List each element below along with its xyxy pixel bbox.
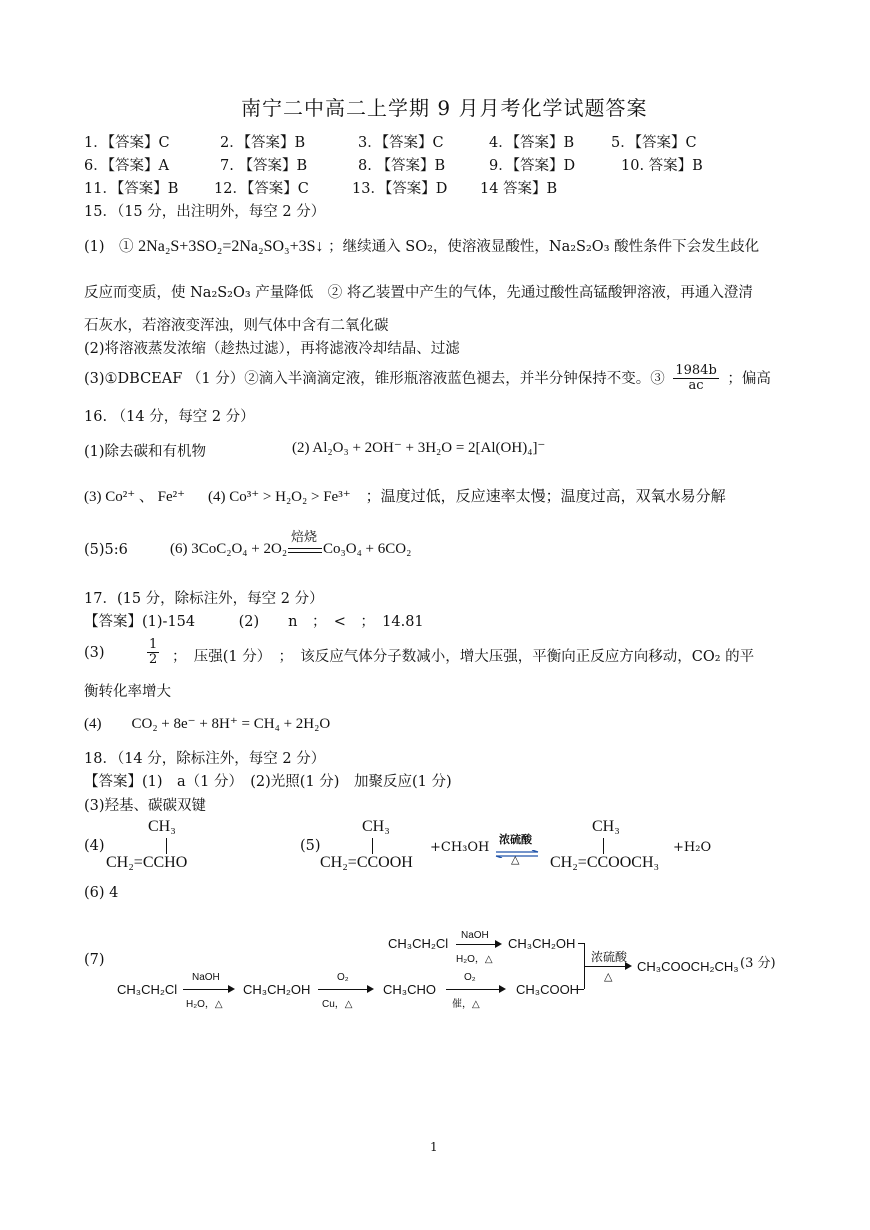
q16-part6-left: (6) 3CoC₂O₄ + 2O₂ — [170, 541, 288, 557]
structure-top-group: CH₃ — [362, 818, 390, 835]
q17-part4: (4) CO₂ + 8e⁻ + 8H⁺ = CH₄ + 2H₂O — [84, 716, 331, 732]
condition-label: 浓硫酸 — [499, 834, 532, 846]
reaction-arrow-icon — [446, 989, 504, 990]
q16-part1: (1)除去碳和有机物 — [84, 444, 207, 460]
q16-part5: (5)5:6 — [84, 542, 128, 558]
scheme-compound: CH₃CH₂Cl — [388, 936, 449, 951]
scheme-condition: O₂ — [464, 972, 476, 983]
mc-answer: 12．【答案】C — [214, 181, 309, 197]
scheme-condition: NaOH — [192, 972, 220, 983]
merge-bracket — [578, 943, 584, 944]
reaction-arrow-icon — [318, 989, 372, 990]
q17-part3-label: (3) — [84, 645, 105, 661]
q15-equation: 2Na₂S+3SO₂=2Na₂SO₃+3S↓ — [138, 238, 324, 255]
reaction-arrow-icon — [456, 944, 500, 945]
mc-answer: 13．【答案】D — [352, 181, 448, 197]
structure-top-group: CH₃ — [148, 818, 176, 835]
reaction-arrow-icon — [183, 989, 233, 990]
scheme-product: CH₃COOCH₂CH₃ — [637, 959, 739, 974]
structure-main: CH₂=CCHO — [106, 854, 188, 871]
q15-part1-line2: 反应而变质，使 Na₂S₂O₃ 产量降低 ② 将乙装置中产生的气体，先通过酸性高锰酸钾溶液，再通入澄清 — [84, 285, 753, 301]
q15-part1-line3: 石灰水，若溶液变浑浊，则气体中含有二氧化碳 — [84, 318, 389, 334]
fraction-denominator: ac — [688, 378, 704, 394]
mc-answer: 4．【答案】B — [489, 135, 575, 151]
scheme-compound: CH₃CH₂OH — [243, 982, 311, 997]
q18-part5-label: (5) — [300, 838, 321, 854]
scheme-compound: CH₃CHO — [383, 982, 436, 997]
q15-part3-text: (3)①DBCEAF （1 分）②滴入半滴滴定液，锥形瓶溶液蓝色褪去，并半分钟保持不变。③ — [84, 370, 665, 387]
q15-part3 — [84, 364, 771, 394]
reagent: +CH₃OH — [430, 840, 490, 855]
q16-part2: (2) Al₂O₃ + 2OH⁻ + 3H₂O = 2[Al(OH)₄]⁻ — [292, 440, 546, 456]
mc-answer: 6．【答案】A — [84, 158, 169, 174]
scheme-condition: H₂O，△ — [456, 954, 493, 965]
mc-answer: 7. 【答案】B — [220, 158, 308, 174]
fraction-denominator: 2 — [149, 652, 158, 668]
q15-part1-label: (1) ① — [84, 239, 139, 255]
q18-part3: (3)羟基、碳碳双键 — [84, 798, 207, 814]
q15-part2: (2)将溶液蒸发浓缩（趁热过滤），再将滤液冷却结晶、过滤 — [84, 341, 460, 357]
fraction-numerator: 1984b — [675, 363, 717, 378]
q18-part4-label: (4) — [84, 838, 105, 854]
bond-line — [372, 838, 373, 854]
q16-part4: (4) Co³⁺ > H₂O₂ > Fe³⁺ ；温度过低，反应速率太慢；温度过高，双氧水易分解 — [208, 489, 726, 505]
scheme-condition: 催，△ — [452, 999, 480, 1010]
q18-part7-label: (7) — [84, 952, 105, 968]
q18-part6: (6) 4 — [84, 885, 119, 901]
q15-heading: 15．（15 分，出注明外，每空 2 分） — [84, 204, 326, 220]
bond-line — [603, 838, 604, 854]
q15-part1-text: ；继续通入 SO₂，使溶液显酸性，Na₂S₂O₃ 酸性条件下会发生歧化 — [328, 239, 760, 255]
mc-answer: 3．【答案】C — [358, 135, 444, 151]
mc-answer: 14 答案】B — [480, 181, 558, 197]
structure-main: CH₂=CCOOH — [320, 854, 413, 871]
q16-part6-right: Co₃O₄ + 6CO₂ — [323, 541, 412, 557]
scheme-condition: Cu，△ — [322, 999, 353, 1010]
mc-answer: 8. 【答案】B — [358, 158, 446, 174]
scheme-condition: NaOH — [461, 930, 489, 941]
q17-part3-cont: 衡转化率增大 — [84, 684, 171, 700]
q17-part3-text: ； 压强(1 分） ； 该反应气体分子数减小，增大压强，平衡向正反应方向移动，CO₂ 的平 — [172, 649, 755, 665]
q16-part3: (3) Co²⁺ 、 Fe²⁺ — [84, 489, 186, 505]
structure-top-group: CH₃ — [592, 818, 620, 835]
q15-part1-line1 — [84, 235, 759, 256]
bond-line — [166, 838, 167, 854]
mc-answer: 9．【答案】D — [489, 158, 576, 174]
q18-answer: 【答案】(1) a（1 分） (2)光照(1 分) 加聚反应(1 分) — [84, 774, 452, 790]
mc-answer: 2．【答案】B — [220, 135, 306, 151]
page-title: 南宁二中高二上学期 9 月月考化学试题答案 — [241, 96, 648, 120]
structure-main: CH₂=CCOOCH₃ — [550, 854, 660, 871]
scheme-compound: CH₃COOH — [516, 982, 580, 997]
mc-answer: 5．【答案】C — [611, 135, 697, 151]
heat-symbol: △ — [604, 970, 613, 983]
scheme-compound: CH₃CH₂OH — [508, 936, 576, 951]
mc-answer: 11．【答案】B — [84, 181, 179, 197]
q16-part6-condition: 焙烧 — [291, 530, 318, 545]
q16-heading: 16. （14 分，每空 2 分） — [84, 409, 255, 425]
mc-answer: 10. 答案】B — [621, 158, 703, 174]
q15-fraction — [673, 364, 718, 394]
q17-heading: 17．(15 分，除标注外，每空 2 分） — [84, 591, 324, 607]
scheme-condition: 浓硫酸 — [591, 950, 628, 964]
mc-answer: 1．【答案】C — [84, 135, 170, 151]
q18-heading: 18．（14 分，除标注外，每空 2 分） — [84, 751, 326, 767]
scheme-condition: H₂O，△ — [186, 999, 223, 1010]
reaction-arrow-icon — [585, 966, 630, 967]
heat-symbol: △ — [511, 853, 520, 866]
score-note: (3 分) — [740, 956, 776, 971]
merge-bracket — [578, 989, 584, 990]
scheme-condition: O₂ — [337, 972, 349, 983]
reversible-arrow-icon — [494, 846, 540, 852]
scheme-compound: CH₃CH₂Cl — [117, 982, 178, 997]
fraction-numerator: 1 — [149, 637, 158, 652]
q17-fraction — [147, 638, 159, 668]
reagent: +H₂O — [673, 840, 712, 855]
equals-sign-double — [288, 548, 322, 553]
q17-answer: 【答案】(1)-154 (2) n ； < ； 14.81 — [84, 614, 424, 630]
q15-part3-end: ；偏高 — [727, 370, 771, 387]
page-number: 1 — [430, 1140, 438, 1154]
